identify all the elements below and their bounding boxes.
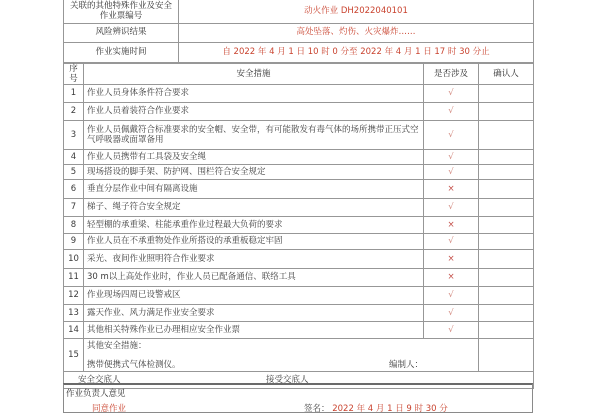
row-measure: 作业人员身体条件符合要求 [84,84,424,102]
involved-mark: × [424,179,479,198]
involved-mark: √ [424,84,479,102]
table-row [64,164,534,179]
row-index: 6 [64,179,84,198]
safety-measures-table [63,63,534,389]
row-measure: 垂直分层作业中间有隔离设施 [84,179,424,198]
row-index: 3 [64,120,84,149]
row-measure: 梯子、绳子符合安全规定 [84,198,424,216]
involved-mark: √ [424,120,479,149]
row-index: 14 [64,321,84,338]
other-measures-title: 其他安全措施： [87,340,147,351]
table-row [64,233,534,249]
confirmer-cell [479,164,534,179]
row-measure: 30 m以上高处作业时，作业人员已配备通信、联络工具 [84,268,424,286]
field-label-work-time: 作业实施时间 [64,42,179,62]
supervisor-opinion-section [63,383,533,413]
row-index: 7 [64,198,84,216]
other-measures-cell [84,338,479,371]
row-measure: 作业人员着装符合作业要求 [84,102,424,120]
confirmer-cell [479,268,534,286]
table-row [64,286,534,304]
confirmer-cell [479,249,534,268]
table-row [64,249,534,268]
table-row [64,268,534,286]
table-row [64,0,534,23]
table-row [64,84,534,102]
briefing-receiver-label: 接受交底人 [266,374,309,385]
confirmer-cell [479,120,534,149]
involved-mark: √ [424,102,479,120]
table-row [64,120,534,149]
table-row-other-measures [64,338,534,371]
field-label-risk-result: 风险辨识结果 [64,23,179,42]
row-measure: 作业人员携带有工具袋及安全绳 [84,149,424,164]
confirmer-cell [479,321,534,338]
row-measure: 其他相关特殊作业已办理相应安全作业票 [84,321,424,338]
field-label-related-permit: 关联的其他特殊作业及安全作业票编号 [64,0,179,23]
header-index: 序号 [64,63,84,84]
preparer-label: 编制人： [388,359,423,370]
table-row [64,149,534,164]
row-measure: 露天作业、风力满足作业安全要求 [84,304,424,321]
row-index: 11 [64,268,84,286]
row-index: 8 [64,216,84,233]
involved-mark: √ [424,164,479,179]
confirmer-cell [479,179,534,198]
field-value-risk-result: 高处坠落、灼伤、火灾爆炸…… [179,23,534,42]
row-index: 15 [64,338,84,371]
confirmer-cell [479,84,534,102]
permit-table-area [63,0,534,389]
row-measure: 作业现场四周已设警戒区 [84,286,424,304]
table-row [64,304,534,321]
row-index: 2 [64,102,84,120]
confirmer-cell [479,216,534,233]
other-measures-text: 携带便携式气体检测仪。 [87,359,181,370]
permit-top-table [63,0,534,63]
table-row [64,321,534,338]
header-involved: 是否涉及 [424,63,479,84]
table-row [64,42,534,62]
opinion-text: 同意作业 [92,404,127,414]
confirmer-cell [479,233,534,249]
row-index: 5 [64,164,84,179]
row-measure: 采光、夜间作业照明符合作业要求 [84,249,424,268]
involved-mark: √ [424,233,479,249]
row-index: 4 [64,149,84,164]
row-index: 1 [64,84,84,102]
table-header-row [64,63,534,84]
involved-mark: √ [424,304,479,321]
involved-mark: × [424,249,479,268]
table-row [64,102,534,120]
confirmer-cell [479,198,534,216]
table-row [64,216,534,233]
row-index: 13 [64,304,84,321]
row-index: 10 [64,249,84,268]
confirmer-cell [479,102,534,120]
row-index: 12 [64,286,84,304]
row-measure: 作业人员佩戴符合标准要求的安全帽、安全带，有可能散发有毒气体的场所携带正压式空气呼吸器或面罩备用 [84,120,424,149]
table-row [64,198,534,216]
involved-mark: × [424,216,479,233]
row-measure: 现场搭设的脚手架、防护网、围栏符合安全规定 [84,164,424,179]
involved-mark: √ [424,149,479,164]
supervisor-opinion-title: 作业负责人意见 [66,389,126,399]
confirmer-cell [479,286,534,304]
row-measure: 轻型棚的承重梁、柱能承重作业过程最大负荷的要求 [84,216,424,233]
header-confirmer: 确认人 [479,63,534,84]
header-measure: 安全措施 [84,63,424,84]
involved-mark: √ [424,198,479,216]
confirmer-cell [479,338,534,371]
row-index: 9 [64,233,84,249]
row-measure: 作业人员在不承重物处作业所搭设的承重板稳定牢固 [84,233,424,249]
table-row [64,23,534,42]
confirmer-cell [479,304,534,321]
confirmer-cell [479,149,534,164]
field-value-work-time: 自 2022 年 4 月 1 日 10 时 0 分至 2022 年 4 月 1 日 17 时 30 分止 [179,42,534,62]
involved-mark: √ [424,286,479,304]
involved-mark: × [424,268,479,286]
involved-mark: √ [424,321,479,338]
table-row [64,179,534,198]
briefing-giver-label: 安全交底人 [78,374,121,385]
field-value-related-permit: 动火作业 DH2022040101 [179,0,534,23]
signature-date: 2022 年 4 月 1 日 9 时 30 分 [332,404,448,414]
signature-label: 签名： [304,404,330,414]
